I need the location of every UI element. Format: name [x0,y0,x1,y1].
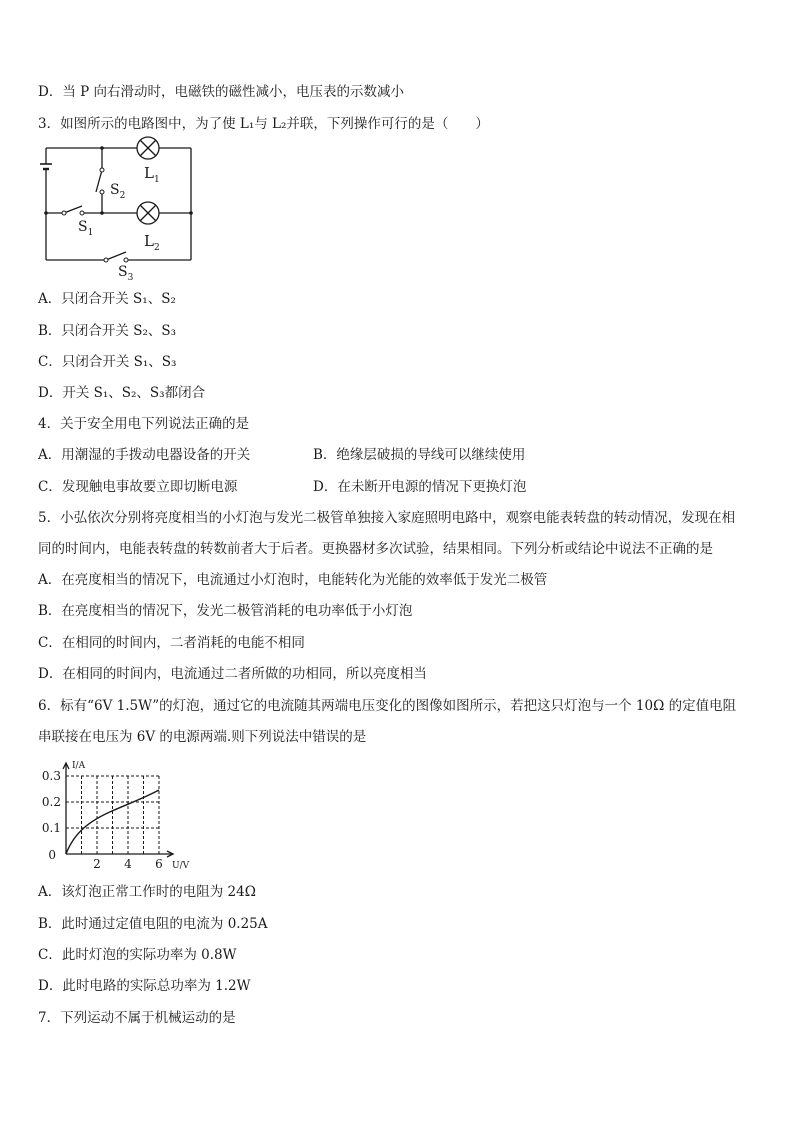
x-axis-label: U/V [172,861,190,870]
q6-option-d: D．此时电路的实际总功率为 1.2W [38,978,251,994]
y-axis-label: I/A [72,761,86,771]
x-tick-6: 6 [155,857,163,870]
label-l1: $L_1$ [144,164,160,185]
q3-option-d: D．开关 S₁、S₂、S₃都闭合 [38,385,206,401]
q4-option-c: C．发现触电事故要立即切断电源 [38,479,238,495]
q3-option-b: B．只闭合开关 S₂、S₃ [38,323,177,339]
y-tick-0-1: 0.1 [41,821,61,835]
label-l2: $L_2$ [144,232,160,253]
q3-option-a: A．只闭合开关 S₁、S₂ [38,291,176,307]
q4-stem: 4．关于安全用电下列说法正确的是 [38,416,250,432]
y-tick-0: 0 [48,848,56,862]
q6-stem-line2: 串联接在电压为 6V 的电源两端.则下列说法中错误的是 [38,729,367,745]
q5-stem-line1: 5．小弘依次分别将亮度相当的小灯泡与发光二极管单独接入家庭照明电路中，观察电能表转盘的转动情况，发现在相 [38,510,736,526]
q6-iu-graph [34,758,204,870]
q5-option-a: A．在亮度相当的情况下，电流通过小灯泡时，电能转化为光能的效率低于发光二极管 [38,572,548,588]
q3-stem: 3．如图所示的电路图中，为了使 L₁与 L₂并联，下列操作可行的是（ ） [38,116,489,132]
q5-option-c: C．在相同的时间内，二者消耗的电能不相同 [38,635,305,651]
q5-stem-line2: 同的时间内，电能表转盘的转数前者大于后者。更换器材多次试验，结果相同。下列分析或结论中说法不正确的是 [38,541,713,557]
label-s2: $S_2$ [110,182,126,201]
x-tick-4: 4 [124,857,132,870]
q7-stem: 7．下列运动不属于机械运动的是 [38,1010,236,1026]
q6-option-b: B．此时通过定值电阻的电流为 0.25A [38,916,268,932]
q4-option-a: A．用潮湿的手拨动电器设备的开关 [38,447,251,463]
y-tick-0-2: 0.2 [41,795,61,809]
q6-option-c: C．此时灯泡的实际功率为 0.8W [38,947,237,963]
x-tick-2: 2 [93,857,101,870]
q6-option-a: A．该灯泡正常工作时的电阻为 24Ω [38,884,256,900]
q5-option-b: B．在亮度相当的情况下，发光二极管消耗的电功率低于小灯泡 [38,603,413,619]
label-s3: $S_3$ [118,264,134,282]
q4-option-d: D．在未断开电源的情况下更换灯泡 [313,479,527,495]
q5-option-d: D．在相同的时间内，电流通过二者所做的功相同，所以亮度相当 [38,666,427,682]
q6-stem-line1: 6．标有“6V 1.5W”的灯泡，通过它的电流随其两端电压变化的图像如图所示，若把这只灯泡与一个 10Ω 的定值电阻 [38,698,737,714]
q4-option-b: B．绝缘层破损的导线可以继续使用 [313,447,526,463]
q3-circuit-diagram [36,136,196,282]
q3-option-c: C．只闭合开关 S₁、S₃ [38,354,177,370]
label-s1: $S_1$ [78,219,94,238]
y-tick-0-3: 0.3 [41,769,61,783]
q2-option-d: D．当 P 向右滑动时，电磁铁的磁性减小，电压表的示数减小 [38,84,404,100]
